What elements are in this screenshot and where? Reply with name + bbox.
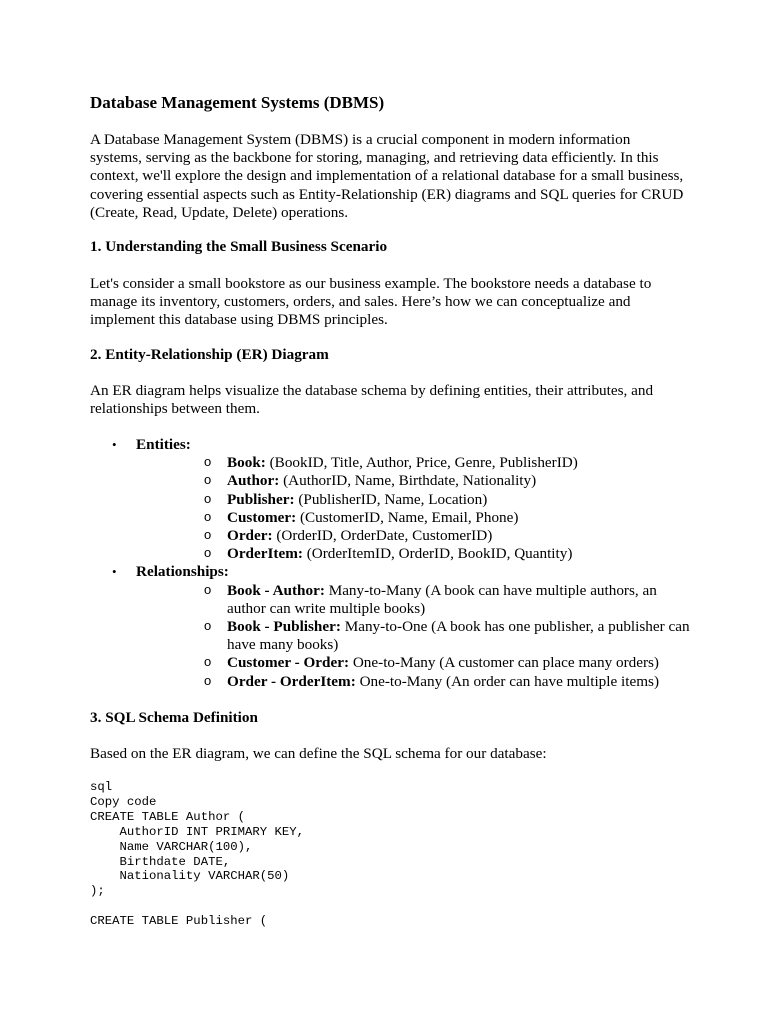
item-description: (AuthorID, Name, Birthdate, Nationality): [279, 472, 537, 490]
sub-list-item: [136, 509, 690, 527]
sub-list-item: [136, 545, 690, 563]
section-heading-1: 1. Understanding the Small Business Scenario: [90, 238, 388, 255]
section-heading-3: 3. SQL Schema Definition: [90, 709, 258, 726]
entities-label: Entities:: [136, 436, 191, 453]
sub-list-item: [136, 454, 690, 472]
item-name: Customer:: [227, 508, 297, 526]
item-name: OrderItem:: [227, 545, 303, 563]
item-name: Order:: [227, 527, 273, 545]
relationships-sublist: [136, 582, 690, 691]
sub-bullet-icon: o: [204, 618, 212, 634]
bullet-icon: •: [112, 564, 117, 580]
item-name: Book:: [227, 454, 266, 472]
sub-list-item: [136, 673, 690, 691]
sub-bullet-icon: o: [204, 454, 212, 470]
sub-bullet-icon: o: [204, 472, 212, 488]
sub-bullet-icon: o: [204, 527, 212, 543]
section-3-paragraph: Based on the ER diagram, we can define the SQL schema for our database:: [90, 745, 547, 762]
entities-sublist: [136, 454, 690, 563]
sub-list-item: [136, 527, 690, 545]
sub-bullet-icon: o: [204, 581, 212, 597]
bullet-icon: •: [112, 437, 117, 452]
item-description: (OrderID, OrderDate, CustomerID): [272, 527, 493, 545]
sub-bullet-icon: o: [204, 654, 212, 670]
item-name: Author:: [227, 472, 280, 490]
sub-bullet-icon: o: [204, 672, 212, 688]
sub-list-item: [136, 654, 690, 672]
sub-list-item: [136, 491, 690, 509]
item-name: Book - Publisher:: [227, 618, 341, 636]
section-2-paragraph: An ER diagram helps visualize the database schema by defining entities, their attributes, and relationships between them.: [90, 382, 654, 418]
item-description: Many-to-Many (A book can have multiple authors, an author can write multiple books): [227, 581, 657, 617]
item-description: (PublisherID, Name, Location): [294, 490, 488, 508]
item-name: Publisher:: [227, 490, 295, 508]
sub-bullet-icon: o: [204, 545, 212, 561]
item-name: Order - OrderItem:: [227, 672, 356, 690]
item-name: Customer - Order:: [227, 654, 350, 672]
item-description: (OrderItemID, OrderID, BookID, Quantity): [302, 545, 573, 563]
item-description: One-to-Many (An order can have multiple items): [355, 672, 659, 690]
sql-code-block: sql Copy code CREATE TABLE Author ( AuthorID INT PRIMARY KEY, Name VARCHAR(100), Birthdate DATE, Nationality VARCHAR(50) ); CREATE TABLE Publisher (: [90, 780, 305, 929]
sub-list-item: [136, 618, 690, 654]
intro-paragraph: A Database Management System (DBMS) is a crucial component in modern information systems, serving as the backbone for storing, managing, and retrieving data efficiently. In this context, we'll explore the design and implementation of a relational database for a small business, covering essential aspects such as Entity-Relationship (ER) diagrams and SQL queries for CRUD (Create, Read, Update, Delete) operations.: [90, 131, 684, 221]
item-description: (BookID, Title, Author, Price, Genre, PublisherID): [265, 454, 578, 472]
section-heading-2: 2. Entity-Relationship (ER) Diagram: [90, 346, 329, 363]
entities-list-item: [90, 436, 690, 563]
item-description: (CustomerID, Name, Email, Phone): [296, 508, 519, 526]
item-name: Book - Author:: [227, 581, 325, 599]
document-title: Database Management Systems (DBMS): [90, 93, 385, 112]
sub-list-item: [136, 582, 690, 618]
section-1-paragraph: Let's consider a small bookstore as our business example. The bookstore needs a database to manage its inventory, customers, orders, and sales. Here’s how we can conceptualize and implement this database using DBMS principles.: [90, 275, 652, 329]
item-description: One-to-Many (A customer can place many orders): [349, 654, 659, 672]
sub-bullet-icon: o: [204, 508, 212, 524]
relationships-label: Relationships:: [136, 563, 229, 581]
sub-list-item: [136, 472, 690, 490]
item-description: Many-to-One (A book has one publisher, a publisher can have many books): [227, 618, 690, 654]
relationships-list-item: [90, 563, 690, 690]
er-list: [90, 436, 690, 691]
sub-bullet-icon: o: [204, 490, 212, 506]
